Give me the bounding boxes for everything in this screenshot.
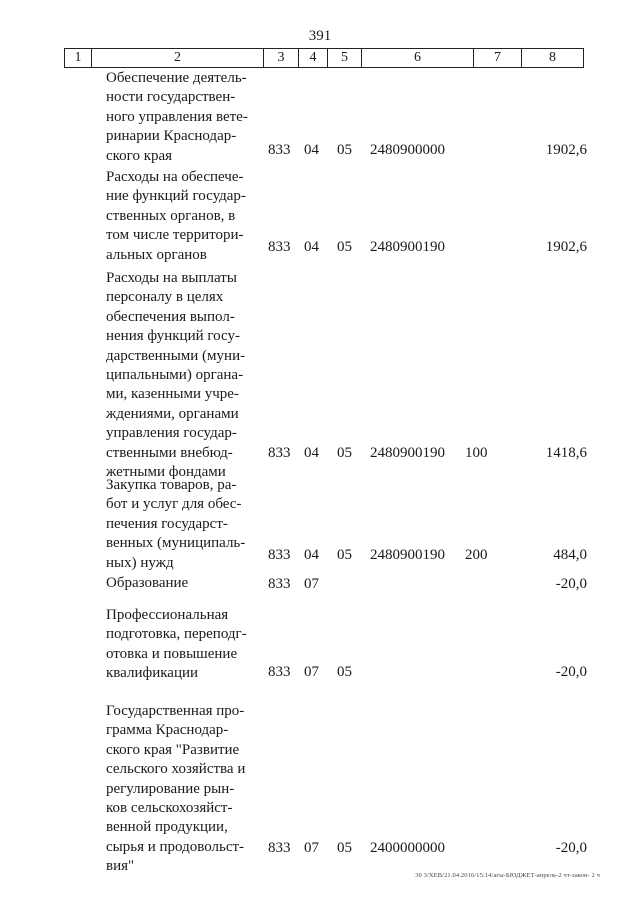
column-header-3: 3 — [264, 49, 299, 67]
cell-amount: -20,0 — [555, 663, 587, 680]
cell-amount: 1902,6 — [545, 141, 587, 158]
cell-ministry-code: 833 — [268, 663, 291, 680]
cell-ministry-code: 833 — [268, 444, 291, 461]
column-header-4: 4 — [299, 49, 328, 67]
row-description: Расходы на обеспече- ние функций государ- ственных органов, в том числе территори- альных органов — [106, 169, 246, 263]
column-header-7: 7 — [474, 49, 522, 67]
cell-subsection: 05 — [337, 839, 352, 856]
row-description: Профессиональная подготовка, переподг- отовка и повышение квалификации — [106, 607, 247, 682]
cell-subsection: 05 — [337, 663, 352, 680]
cell-amount: 1902,6 — [545, 238, 587, 255]
cell-ministry-code: 833 — [268, 238, 291, 255]
cell-section: 07 — [304, 575, 319, 592]
table-row — [0, 269, 640, 481]
cell-target-item: 2480900190 — [370, 546, 445, 563]
cell-target-item: 2480900190 — [370, 444, 445, 461]
cell-ministry-code: 833 — [268, 839, 291, 856]
cell-target-item: 2480900000 — [370, 141, 445, 158]
row-description: Обеспечение деятель- ности государствен- ного управления вете- ринарии Краснодар- ского края — [106, 70, 248, 164]
page-number: 391 — [308, 28, 332, 44]
cell-subsection: 05 — [337, 141, 352, 158]
cell-section: 04 — [304, 444, 319, 461]
cell-amount: 1418,6 — [545, 444, 587, 461]
table-row — [0, 606, 640, 682]
column-header-6: 6 — [362, 49, 474, 67]
column-header-5: 5 — [328, 49, 362, 67]
cell-amount: -20,0 — [555, 575, 587, 592]
cell-section: 04 — [304, 141, 319, 158]
cell-ministry-code: 833 — [268, 546, 291, 563]
column-header-8: 8 — [549, 50, 556, 65]
cell-section: 04 — [304, 238, 319, 255]
cell-amount: 484,0 — [553, 546, 587, 563]
column-header-1: 1 — [65, 49, 92, 67]
column-header-2: 2 — [92, 49, 264, 67]
cell-expense-type: 200 — [465, 546, 488, 563]
cell-target-item: 2400000000 — [370, 839, 445, 856]
cell-ministry-code: 833 — [268, 141, 291, 158]
table-row — [0, 69, 640, 164]
cell-subsection: 05 — [337, 546, 352, 563]
cell-expense-type: 100 — [465, 444, 488, 461]
table-header — [64, 48, 584, 68]
cell-target-item: 2480900190 — [370, 238, 445, 255]
table-row — [0, 476, 640, 571]
row-description: Государственная про- грамма Краснодар- ского края "Развитие сельского хозяйства и регулирование рын- ков сельскохозяйст- венной продукции, сырья и продовольст- вия" — [106, 703, 246, 875]
table-row — [0, 574, 640, 594]
cell-subsection: 05 — [337, 444, 352, 461]
cell-amount: -20,0 — [555, 839, 587, 856]
cell-ministry-code: 833 — [268, 575, 291, 592]
row-description: Закупка товаров, ра- бот и услуг для обес- печения государст- венных (муниципаль- ных) нужд — [106, 477, 246, 571]
table-row — [0, 168, 640, 263]
row-description: Расходы на выплаты персоналу в целях обеспечения выпол- нения функций госу- дарственными (муни- ципальными) органа- ми, казенными учре- ждениями, органами управления государ- ственными внебюд- жетными фондами — [106, 270, 246, 481]
cell-section: 07 — [304, 663, 319, 680]
document-footer: 30 3/ХЕВ/21.04.2016/15:14/агы-БЮДЖЕТ-апрель-2 чт-закон- 2 ч — [415, 872, 600, 879]
cell-section: 07 — [304, 839, 319, 856]
cell-subsection: 05 — [337, 238, 352, 255]
table-row — [0, 702, 640, 875]
cell-section: 04 — [304, 546, 319, 563]
row-description: Образование — [106, 575, 189, 591]
